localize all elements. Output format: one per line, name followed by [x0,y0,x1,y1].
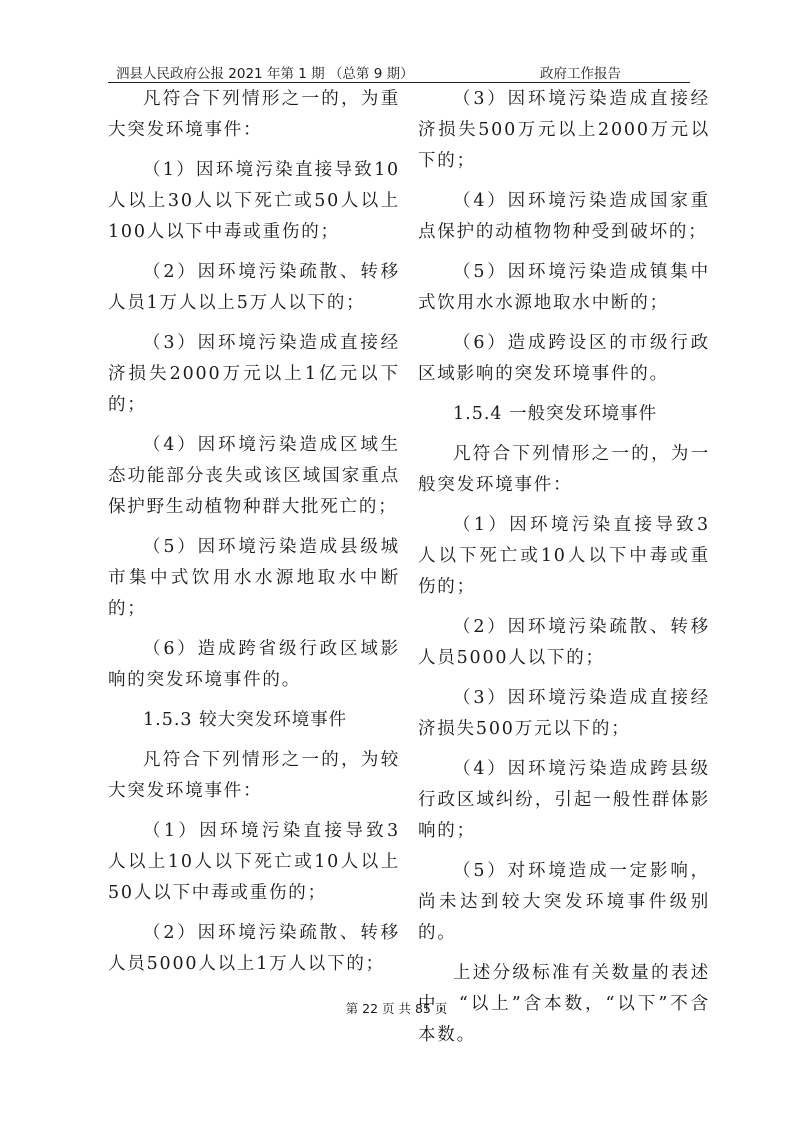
paragraph: （5）因环境污染造成镇集中式饮用水水源地取水中断的； [418,262,710,313]
paragraph: 凡符合下列情形之一的，为较大突发环境事件： [108,750,400,801]
paragraph: （3）因环境污染造成直接经济损失2000万元以上1亿元以下的； [108,333,400,415]
paragraph: （6）造成跨设区的市级行政区域影响的突发环境事件的。 [418,333,710,384]
paragraph: （6）造成跨省级行政区域影响的突发环境事件的。 [108,639,400,690]
paragraph: 上述分级标准有关数量的表述中，“以上”含本数，“以下”不含本数。 [418,963,710,1045]
paragraph: （4）因环境污染造成国家重点保护的动植物物种受到破坏的； [418,191,710,242]
paragraph: （3）因环境污染造成直接经济损失500万元以上2000万元以下的； [418,89,710,171]
right-column [418,84,710,1060]
paragraph: （2）因环境污染疏散、转移人员5000人以下的； [418,617,710,668]
page-header [108,60,690,83]
page-number: 第 22 页 共 85 页 [345,1001,448,1016]
paragraph: 凡符合下列情形之一的，为一般突发环境事件： [418,444,710,495]
paragraph: （1）因环境污染直接导致3人以下死亡或10人以下中毒或重伤的； [418,515,710,597]
paragraph: （4）因环境污染造成跨县级行政区域纠纷，引起一般性群体影响的； [418,759,710,841]
paragraph: （4）因环境污染造成区域生态功能部分丧失或该区域国家重点保护野生动植物种群大批死亡的； [108,435,400,517]
paragraph: （5）对环境造成一定影响，尚未达到较大突发环境事件级别的。 [418,861,710,943]
paragraph: （2）因环境污染疏散、转移人员1万人以上5万人以下的； [108,262,400,313]
section-title: 政府工作报告 [540,66,621,82]
paragraph: （3）因环境污染造成直接经济损失500万元以下的； [418,688,710,739]
section-heading: 1.5.4 一般突发环境事件 [453,404,658,424]
paragraph: （1）因环境污染直接导致10人以上30人以下死亡或50人以上100人以下中毒或重伤的； [108,160,400,242]
section-heading: 1.5.3 较大突发环境事件 [143,710,348,730]
paragraph: （2）因环境污染疏散、转移人员5000人以上1万人以下的； [108,923,400,974]
paragraph: （5）因环境污染造成县级城市集中式饮用水水源地取水中断的； [108,537,400,619]
paragraph: （1）因环境污染直接导致3人以上10人以下死亡或10人以上50人以下中毒或重伤的； [108,821,400,903]
paragraph: 凡符合下列情形之一的，为重大突发环境事件： [108,89,400,140]
left-column [108,84,400,989]
gazette-title: 泗县人民政府公报 2021 年第 1 期 （总第 9 期） [116,66,414,82]
